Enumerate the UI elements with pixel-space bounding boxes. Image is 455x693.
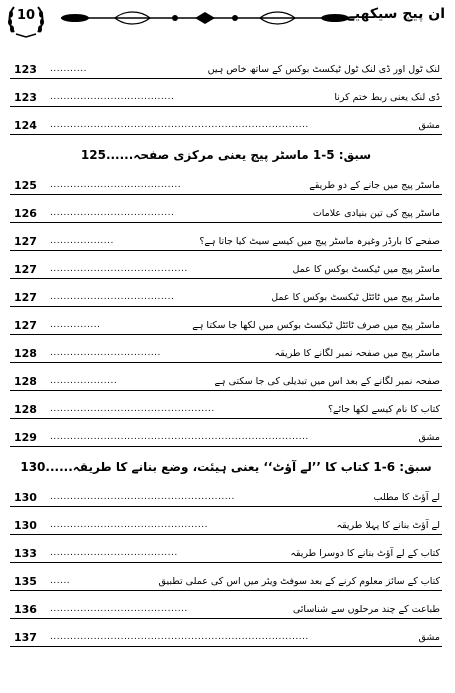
section-heading: [10, 140, 442, 170]
entry-title: ڈی لنک یعنی ربط ختم کرنا: [334, 92, 440, 103]
toc-row[interactable]: 137 ............................................................................. مشق: [10, 622, 442, 647]
toc-row[interactable]: 128 .................... صفحہ نمبر لگانے کے بعد اس میں تبدیلی کی جا سکتی ہے: [10, 366, 442, 391]
toc-row[interactable]: 127 ................... صفحے کا بارڈر وغیرہ ماسٹر پیج میں کیسے سیٹ کیا جاتا ہے؟: [10, 226, 442, 251]
page-ref: 125: [14, 179, 37, 192]
entry-title: کتاب کے لے آؤٹ بنانے کا دوسرا طریقہ: [290, 548, 440, 559]
page-ref: 126: [14, 207, 37, 220]
toc-row[interactable]: 128 ................................. ماسٹر پیج میں صفحہ نمبر لگانے کا طریقہ: [10, 338, 442, 363]
section-title: سبق: 5-1 ماسٹر پیج یعنی مرکزی صفحہ......125: [80, 148, 372, 162]
entry-title: لے آؤٹ کا مطلب: [373, 492, 440, 503]
page-ref: 128: [14, 403, 37, 416]
entry-title: لنک ٹول اور ڈی لنک ٹول ٹیکسٹ بوکس کے ساتھ خاص ہیں: [207, 64, 440, 75]
entry-title: کتاب کے سائز معلوم کرنے کے بعد سوفٹ ویئر میں اس کی عملی تطبیق: [158, 576, 440, 587]
toc-row[interactable]: 126 ..................................... ماسٹر پیج کی تین بنیادی علامات: [10, 198, 442, 223]
toc-row[interactable]: 135 ...... کتاب کے سائز معلوم کرنے کے بعد سوفٹ ویئر میں اس کی عملی تطبیق: [10, 566, 442, 591]
page-ref: 124: [14, 119, 37, 132]
toc-row[interactable]: 127 ..................................... ماسٹر پیج میں ٹائٹل ٹیکسٹ بوکس کا عمل: [10, 282, 442, 307]
entry-title: صفحے کا بارڈر وغیرہ ماسٹر پیج میں کیسے سیٹ کیا جاتا ہے؟: [199, 236, 440, 247]
entry-title: صفحہ نمبر لگانے کے بعد اس میں تبدیلی کی جا سکتی ہے: [214, 376, 440, 387]
section-heading: [10, 452, 442, 482]
book-title: ان پیج سیکھیے: [346, 6, 445, 22]
page-ref: 130: [14, 519, 37, 532]
entry-title: ماسٹر پیج میں ٹیکسٹ بوکس کا عمل: [292, 264, 440, 275]
page-ref: 136: [14, 603, 37, 616]
toc-row[interactable]: 130 ....................................................... لے آؤٹ کا مطلب: [10, 482, 442, 507]
entry-title: ماسٹر پیج میں ٹائٹل ٹیکسٹ بوکس کا عمل: [271, 292, 440, 303]
page-ref: 127: [14, 319, 37, 332]
page-ref: 129: [14, 431, 37, 444]
ornament-divider-icon: [55, 10, 355, 26]
toc-row[interactable]: 123 ..................................... ڈی لنک یعنی ربط ختم کرنا: [10, 82, 442, 107]
page-ref: 127: [14, 235, 37, 248]
entry-title: مشق: [418, 120, 440, 131]
entry-title: کتاب کا نام کیسے لکھا جائے؟: [327, 404, 440, 415]
toc-row[interactable]: 125 ....................................... ماسٹر پیج میں جانے کے دو طریقے: [10, 170, 442, 195]
page-ref: 128: [14, 347, 37, 360]
toc-row[interactable]: 130 ............................................... لے آؤٹ بنانے کا پہلا طریقہ: [10, 510, 442, 535]
page-ref: 130: [14, 491, 37, 504]
entry-title: مشق: [418, 432, 440, 443]
page-ref: 123: [14, 63, 37, 76]
page-ref: 127: [14, 291, 37, 304]
entry-title: مشق: [418, 632, 440, 643]
page-ref: 135: [14, 575, 37, 588]
entry-title: طباعت کے چند مرحلوں سے شناسائی: [292, 604, 440, 615]
page-number: 10: [16, 8, 36, 23]
toc-row[interactable]: 133 ...................................... کتاب کے لے آؤٹ بنانے کا دوسرا طریقہ: [10, 538, 442, 563]
page-ref: 127: [14, 263, 37, 276]
entry-title: ماسٹر پیج کی تین بنیادی علامات: [312, 208, 440, 219]
toc-row[interactable]: 127 ......................................... ماسٹر پیج میں ٹیکسٹ بوکس کا عمل: [10, 254, 442, 279]
page-ref: 133: [14, 547, 37, 560]
page-ref: 123: [14, 91, 37, 104]
entry-title: ماسٹر پیج میں صرف ٹائٹل ٹیکسٹ بوکس میں لکھا جا سکتا ہے: [192, 320, 440, 331]
page-header: [0, 0, 455, 40]
entry-title: ماسٹر پیج میں جانے کے دو طریقے: [309, 180, 440, 191]
toc-row[interactable]: 127 ............... ماسٹر پیج میں صرف ٹائٹل ٹیکسٹ بوکس میں لکھا جا سکتا ہے: [10, 310, 442, 335]
entry-title: ماسٹر پیج میں صفحہ نمبر لگانے کا طریقہ: [274, 348, 440, 359]
toc-row[interactable]: 124 ............................................................................. مشق: [10, 110, 442, 135]
page-ref: 137: [14, 631, 37, 644]
page-ref: 128: [14, 375, 37, 388]
toc-row[interactable]: 129 ............................................................................. مشق: [10, 422, 442, 447]
toc-row[interactable]: 123 ........... لنک ٹول اور ڈی لنک ٹول ٹیکسٹ بوکس کے ساتھ خاص ہیں: [10, 54, 442, 79]
entry-title: لے آؤٹ بنانے کا پہلا طریقہ: [336, 520, 440, 531]
toc-row[interactable]: 128 ................................................. کتاب کا نام کیسے لکھا جائے؟: [10, 394, 442, 419]
toc-row[interactable]: 136 ......................................... طباعت کے چند مرحلوں سے شناسائی: [10, 594, 442, 619]
section-title: سبق: 6-1 کتاب کا ’’لے آؤٹ‘‘ یعنی ہیئت، وضع بنانے کا طریقہ......130: [20, 460, 432, 474]
